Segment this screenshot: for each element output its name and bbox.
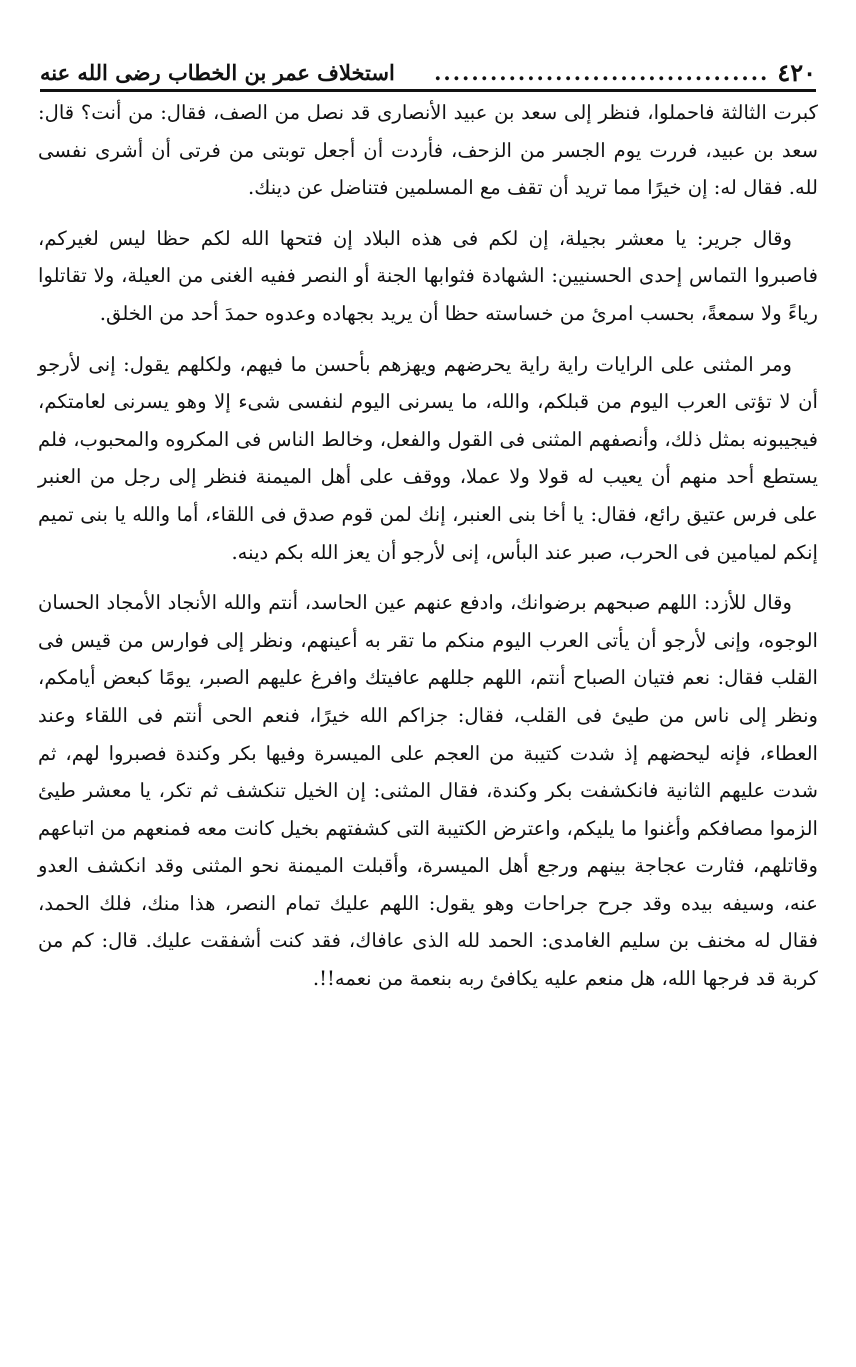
page-number: ٤٢٠ (777, 58, 816, 87)
header-leader-dots: .................................... (434, 60, 770, 85)
paragraph: وقال للأزد: اللهم صبحهم برضوانك، وادفع عنهم عين الحاسد، أنتم والله الأنجاد الأمجاد الحسان الوجوه، وإنى لأرجو أن يأتى العرب اليوم منكم ما تقر به أعينهم، ونظر إلى فوارس من قيس فى القلب فقال: نعم فتيان الصباح أنتم، اللهم جللهم عافيتك وافرغ عليهم الصبر، يومًا كبعض أيامكم، ونظر إلى ناس من طيئ فى القلب، فقال: جزاكم الله خيرًا، فنعم الحى أنتم فى اللقاء وعند العطاء، فإنه ليحضهم إذ شدت كتيبة من العجم على الميسرة وفيها بكر وكندة فصبروا لهم، ثم شدت عليهم الثانية فانكشفت بكر وكندة، فقال المثنى: إن الخيل تنكشف ثم تكر، يا معشر طيئ الزموا مصافكم وأغنوا ما يليكم، واعترض الكتيبة التى كشفتهم بخيل كانت معه فمنعهم من اتباعهم وقاتلهم، فثارت عجاجة بينهم ورجع أهل الميسرة، وأقبلت الميمنة نحو المثنى وقد انكشف العدو عنه، وسيفه بيده وقد جرح جراحات وهو يقول: اللهم عليك تمام النصر، هذا منك، فلك الحمد، فقال له مخنف بن سليم الغامدى: الحمد لله الذى عافاك، فقد كنت أشفقت عليك. قال: كم من كربة قد فرجها الله، هل منعم عليه يكافئ ربه بنعمة من نعمه!!. (38, 591, 818, 991)
body-text (38, 94, 818, 998)
header-rule (40, 89, 816, 92)
paragraph: وقال جرير: يا معشر بجيلة، إن لكم فى هذه البلاد إن فتحها الله لكم حظا ليس لغيركم، فاصبروا التماس إحدى الحسنيين: الشهادة فثوابها الجنة أو النصر ففيه الغنى من العيلة، ولا تقاتلوا رياءً ولا سمعةً، بحسب امرئ من خساسته حظا أن يريد بجهاده وعدوه حمدَ أحد من الخلق. (38, 226, 818, 325)
paragraph: كبرت الثالثة فاحملوا، فنظر إلى سعد بن عبيد الأنصارى قد نصل من الصف، فقال: من أنت؟ قال: سعد بن عبيد، فررت يوم الجسر من الزحف، فأردت أن أجعل توبتى من فرتى أن أشرى نفسى لله. فقال له: إن خيرًا مما تريد أن تقف مع المسلمين فتناضل عن دينك. (38, 101, 818, 200)
paragraph: ومر المثنى على الرايات راية راية يحرضهم ويهزهم بأحسن ما فيهم، ولكلهم يقول: إنى لأرجو أن لا تؤتى العرب اليوم من قبلكم، والله، ما يسرنى اليوم لنفسى شىء إلا وهو يسرنى لعامتكم، فيجيبونه بمثل ذلك، وأنصفهم المثنى فى القول والفعل، وخالط الناس فى المكروه والمحبوب، فلم يستطع أحد منهم أن يعيب له قولا ولا عملا، ووقف على أهل الميمنة فنظر إلى رجل من العنبر على فرس عتيق رائع، فقال: يا أخا بنى العنبر، إنك لمن قوم صدق فى اللقاء، أما والله يا بنى تميم إنكم لميامين فى الحرب، صبر عند البأس، إنى لأرجو أن يعز الله بكم دينه. (38, 352, 818, 564)
running-title: استخلاف عمر بن الخطاب رضى الله عنه (40, 60, 395, 85)
running-header (40, 52, 816, 88)
